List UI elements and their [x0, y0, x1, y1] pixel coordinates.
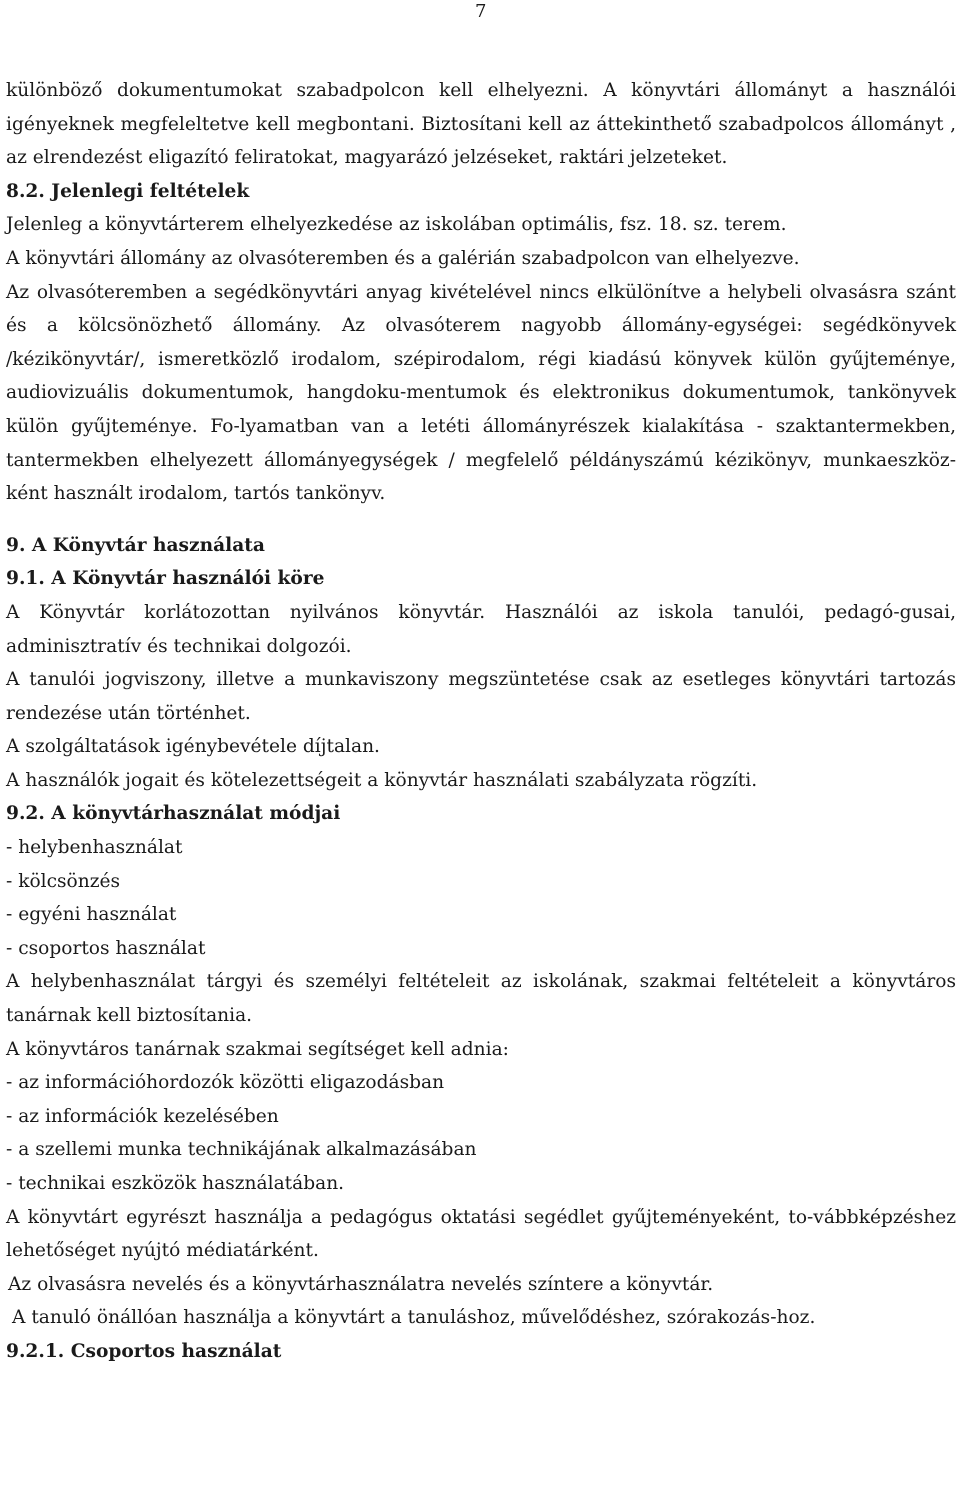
paragraph-collection: A könyvtári állomány az olvasóteremben és a galérián szabadpolcon van elhelyezve.	[6, 247, 800, 269]
paragraph-free-service: A szolgáltatások igénybevétele díjtalan.	[6, 736, 380, 758]
list-item: - egyéni használat	[6, 904, 177, 926]
heading-9: 9. A Könyvtár használata	[6, 534, 265, 556]
heading-9-1: 9.1. A Könyvtár használói köre	[6, 568, 325, 590]
paragraph-rules: A használók jogait és kötelezettségeit a könyvtár használati szabályzata rögzíti.	[6, 769, 758, 791]
paragraph-reading-room: Az olvasóteremben a segédkönyvtári anyag kivételével nincs elkülönítve a helybeli olvasásra szánt és a kölcsönözhető állomány. Az olvasóterem nagyobb állomány-egységei: segédkönyvek /kézikönyvtár/, ismeretközlő irodalom, szépirodalom, régi kiadású könyvek külön gyűjteménye, audiovizuális dokumentumok, hangdoku-mentumok és elektronikus dokumentumok, tankönyvek külön gyűjteménye. Fo-lyamatban van a letéti állományrészek kialakítása - szaktantermekben, tantermekben elhelyezett állományegységek / megfelelő példányszámú kézikönyv, munkaeszköz-ként használt irodalom, tartós tankönyv.	[6, 281, 956, 505]
paragraph-onsite-use: A helybenhasználat tárgyi és személyi feltételeit az iskolának, szakmai feltételeit a könyvtáros tanárnak kell biztosítania.	[6, 971, 956, 1027]
paragraph-teacher-use: A könyvtárt egyrészt használja a pedagógus oktatási segédlet gyűjteményeként, to-vábbképzéshez lehetőséget nyújtó médiatárként.	[6, 1206, 956, 1262]
list-item: - csoportos használat	[6, 937, 206, 959]
paragraph-users: A Könyvtár korlátozottan nyilvános könyvtár. Használói az iskola tanulói, pedagó-gusai, adminisztratív és technikai dolgozói.	[6, 601, 956, 657]
list-item: - a szellemi munka technikájának alkalmazásában	[6, 1139, 477, 1161]
paragraph-librarian-help: A könyvtáros tanárnak szakmai segítséget kell adnia:	[6, 1038, 509, 1060]
heading-9-2-1: 9.2.1. Csoportos használat	[6, 1340, 282, 1362]
list-item: - helybenhasználat	[6, 837, 183, 859]
paragraph-reading-education: Az olvasásra nevelés és a könyvtárhasználatra nevelés színtere a könyvtár.	[8, 1273, 714, 1295]
list-item: - kölcsönzés	[6, 870, 121, 892]
list-item: - az információhordozók közötti eligazodásban	[6, 1072, 445, 1094]
list-item: - technikai eszközök használatában.	[6, 1173, 345, 1194]
heading-9-2: 9.2. A könyvtárhasználat módjai	[6, 803, 341, 825]
heading-8-2: 8.2. Jelenlegi feltételek	[6, 180, 250, 202]
list-item: - az információk kezelésében	[6, 1105, 279, 1127]
paragraph-termination: A tanulói jogviszony, illetve a munkaviszony megszüntetése csak az esetleges könyvtári tartozás rendezése után történhet.	[6, 669, 956, 724]
paragraph-student-use: A tanuló önállóan használja a könyvtárt a tanuláshoz, művelődéshez, szórakozás-hoz.	[12, 1307, 816, 1329]
document-body	[6, 74, 956, 1369]
paragraph-location: Jelenleg a könyvtárterem elhelyezkedése az iskolában optimális, fsz. 18. sz. terem.	[6, 214, 787, 236]
page-number: 7	[475, 1, 487, 22]
paragraph-shelving: különböző dokumentumokat szabadpolcon kell elhelyezni. A könyvtári állományt a használói igényeknek megfeleltetve kell megbontani. Biztosítani kell az áttekinthető szabadpolcos állományt , az elrendezést eligazító feliratokat, magyarázó jelzéseket, raktári jelzeteket.	[6, 80, 956, 169]
